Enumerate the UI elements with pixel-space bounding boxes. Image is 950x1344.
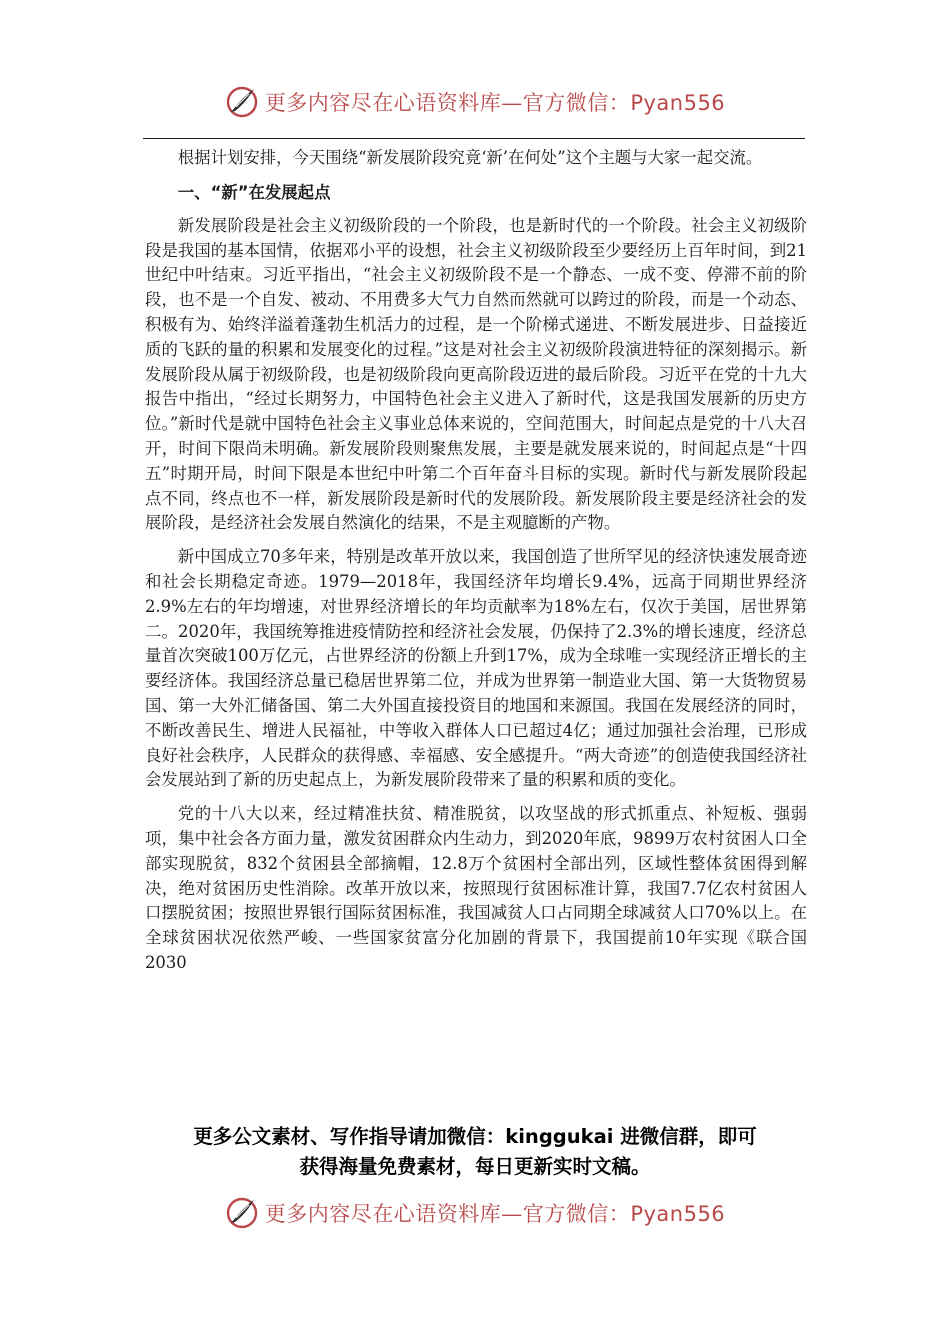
header-divider [143, 138, 805, 139]
header-banner [0, 82, 950, 122]
banner-text: 更多内容尽在心语资料库—官方微信：Pyan556 [264, 91, 726, 115]
banner-text: 更多内容尽在心语资料库—官方微信：Pyan556 [264, 1202, 726, 1226]
banner-wechat-id: Pyan556 [630, 1202, 726, 1226]
banner-wechat-id: Pyan556 [630, 91, 726, 115]
quill-seal-logo-icon [225, 85, 259, 119]
body-paragraph: 新中国成立70多年来，特别是改革开放以来，我国创造了世所罕见的经济快速发展奇迹和社会长期稳定奇迹。1979—2018年，我国经济年均增长9.4%，远高于同期世界经济2.9%左右的年均增速，对世界经济增长的年均贡献率为18%左右，仅次于美国，居世界第二。2020年，我国统筹推进疫情防控和经济社会发展，仍保持了2.3%的增长速度，经济总量首次突破100万亿元，占世界经济的份额上升到17%，成为全球唯一实现经济正增长的主要经济体。我国经济总量已稳居世界第二位，并成为世界第一制造业大国、第一大货物贸易国、第一大外汇储备国、第二大外国直接投资目的地国和来源国。我国在发展经济的同时，不断改善民生、增进人民福祉，中等收入群体人口已超过4亿；通过加强社会治理，已形成良好社会秩序，人民群众的获得感、幸福感、安全感提升。“两大奇迹”的创造使我国经济社会发展站到了新的历史起点上，为新发展阶段带来了量的积累和质的变化。 [145, 547, 807, 790]
promo-line-2: 获得海量免费素材，每日更新实时文稿。 [299, 1155, 651, 1178]
promo-line-1: 更多公文素材、写作指导请加微信：kinggukai 进微信群，即可 [193, 1125, 757, 1148]
intro-paragraph: 根据计划安排，今天围绕“新发展阶段究竟‘新’在何处”这个主题与大家一起交流。 [177, 148, 763, 167]
document-body [145, 146, 807, 985]
promo-notice [120, 1122, 830, 1182]
body-paragraph: 新发展阶段是社会主义初级阶段的一个阶段，也是新时代的一个阶段。社会主义初级阶段是我国的基本国情，依据邓小平的设想，社会主义初级阶段至少要经历上百年时间，到21世纪中叶结束。习近平指出，“社会主义初级阶段不是一个静态、一成不变、停滞不前的阶段，也不是一个自发、被动、不用费多大气力自然而然就可以跨过的阶段，而是一个动态、积极有为、始终洋溢着蓬勃生机活力的过程，是一个阶梯式递进、不断发展进步、日益接近质的飞跃的量的积累和发展变化的过程。”这是对社会主义初级阶段演进特征的深刻揭示。新发展阶段从属于初级阶段，也是初级阶段向更高阶段迈进的最后阶段。习近平在党的十九大报告中指出，“经过长期努力，中国特色社会主义进入了新时代，这是我国发展新的历史方位。”新时代是就中国特色社会主义事业总体来说的，空间范围大，时间起点是党的十八大召开，时间下限尚未明确。新发展阶段则聚焦发展，主要是就发展来说的，时间起点是“十四五”时期开局，时间下限是本世纪中叶第二个百年奋斗目标的实现。新时代与新发展阶段起点不同，终点也不一样，新发展阶段是新时代的发展阶段。新发展阶段主要是经济社会的发展阶段，是经济社会发展自然演化的结果，不是主观臆断的产物。 [145, 215, 807, 533]
section-heading: 一、“新”在发展起点 [177, 182, 331, 202]
body-paragraph: 党的十八大以来，经过精准扶贫、精准脱贫，以攻坚战的形式抓重点、补短板、强弱项，集中社会各方面力量，激发贫困群众内生动力，到2020年底，9899万农村贫困人口全部实现脱贫，832个贫困县全部摘帽，12.8万个贫困村全部出列，区域性整体贫困得到解决，绝对贫困历史性消除。改革开放以来，按照现行贫困标准计算，我国7.7亿农村贫困人口摆脱贫困；按照世界银行国际贫困标准，我国减贫人口占同期全球减贫人口70%以上。在全球贫困状况依然严峻、一些国家贫富分化加剧的背景下，我国提前10年实现《联合国2030 [145, 804, 807, 972]
quill-seal-logo-icon [225, 1196, 259, 1230]
footer-banner [0, 1193, 950, 1233]
